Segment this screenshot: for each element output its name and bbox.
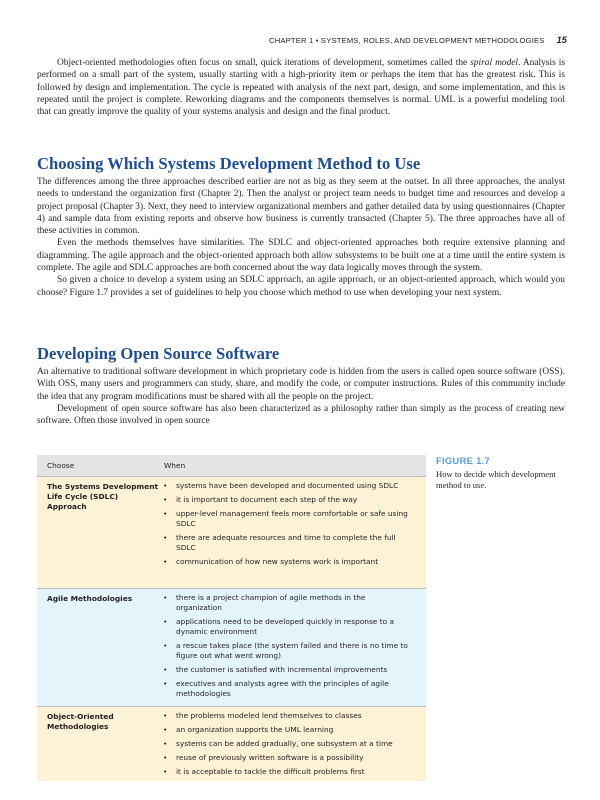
criteria-text: the problems modeled lend themselves to classes bbox=[176, 711, 362, 720]
section-choosing-body bbox=[37, 176, 565, 299]
criteria-text: upper-level management feels more comfortable or safe using SDLC bbox=[176, 509, 408, 528]
criteria-item bbox=[163, 739, 426, 749]
criteria-item bbox=[163, 481, 426, 491]
criteria-text: systems can be added gradually, one subsystem at a time bbox=[176, 739, 393, 748]
criteria-text: there is a project champion of agile methods in the organization bbox=[176, 593, 366, 612]
criteria-list bbox=[163, 477, 426, 588]
bullet-icon: • bbox=[163, 617, 168, 626]
criteria-text: the customer is satisfied with incremental improvements bbox=[176, 665, 388, 674]
choosing-paragraph-3: So given a choice to develop a system using an SDLC approach, an agile approach, or an object-oriented approach, which would you choose? Figure 1.7 provides a set of guidelines to help you choose which method to use when developing your next system. bbox=[37, 275, 565, 298]
bullet-icon: • bbox=[163, 665, 168, 674]
criteria-text: an organization supports the UML learning bbox=[176, 725, 334, 734]
figure-label: FIGURE 1.7 bbox=[436, 455, 491, 466]
bullet-icon: • bbox=[163, 593, 168, 602]
bullet-icon: • bbox=[163, 557, 168, 566]
criteria-text: a rescue takes place (the system failed and there is no time to figure out what went wrong) bbox=[176, 641, 408, 660]
criteria-item bbox=[163, 753, 426, 763]
criteria-item bbox=[163, 617, 426, 637]
intro-block bbox=[37, 57, 565, 118]
bullet-icon: • bbox=[163, 641, 168, 650]
criteria-text: it is acceptable to tackle the difficult problems first bbox=[176, 767, 365, 776]
table-row bbox=[37, 589, 426, 707]
table-row bbox=[37, 707, 426, 781]
criteria-item bbox=[163, 593, 426, 613]
bullet-icon: • bbox=[163, 725, 168, 734]
section-open-source bbox=[37, 344, 565, 364]
criteria-text: executives and analysts agree with the principles of agile methodologies bbox=[176, 679, 389, 698]
running-head bbox=[27, 35, 567, 45]
figure-caption-block bbox=[436, 455, 581, 491]
bullet-icon: • bbox=[163, 495, 168, 504]
section-choosing bbox=[37, 154, 565, 174]
bullet-icon: • bbox=[163, 767, 168, 776]
bullet-icon: • bbox=[163, 679, 168, 688]
criteria-item bbox=[163, 711, 426, 721]
running-title: CHAPTER 1 • SYSTEMS, ROLES, AND DEVELOPMENT METHODOLOGIES bbox=[269, 36, 545, 45]
criteria-item bbox=[163, 641, 426, 661]
section-open-source-body bbox=[37, 366, 565, 427]
criteria-text: it is important to document each step of the way bbox=[176, 495, 358, 504]
method-name: Agile Methodologies bbox=[47, 594, 133, 603]
criteria-item bbox=[163, 509, 426, 529]
bullet-icon: • bbox=[163, 739, 168, 748]
criteria-text: systems have been developed and documented using SDLC bbox=[176, 481, 399, 490]
criteria-text: reuse of previously written software is a possibility bbox=[176, 753, 364, 762]
method-name: The Systems Development Life Cycle (SDLC) Approach bbox=[47, 482, 159, 511]
choosing-paragraph-1: The differences among the three approaches described earlier are not as big as they seem at the outset. In all three approaches, the analyst needs to understand the organization first (Chapter 2). Then the analyst or project team needs to budget time and resources and develop a project proposal (Chapter 3). Next, they need to interview organizational members and gather detailed data by using questionnaires (Chapter 4) and sample data from existing reports and observe how business is currently transacted (Chapter 5). The three approaches have all of these activities in common. bbox=[37, 177, 565, 237]
table-row bbox=[37, 477, 426, 589]
choosing-paragraph-2: Even the methods themselves have similarities. The SDLC and object-oriented approaches both require extensive planning and diagramming. The agile approach and the object-oriented approach both allow subsystems to be built one at a time until the entire system is complete. The agile and SDLC approaches are both concerned about the way data logically moves through the system. bbox=[37, 238, 565, 274]
intro-term-spiral-model: spiral model bbox=[470, 58, 519, 68]
table-body bbox=[37, 477, 426, 781]
criteria-text: applications need to be developed quickly in response to a dynamic environment bbox=[176, 617, 395, 636]
table-header bbox=[37, 455, 426, 477]
intro-paragraph bbox=[37, 57, 565, 118]
figure-table bbox=[37, 455, 426, 781]
bullet-icon: • bbox=[163, 711, 168, 720]
section-heading-open-source: Developing Open Source Software bbox=[37, 344, 280, 363]
page-number: 15 bbox=[556, 35, 567, 45]
criteria-item bbox=[163, 665, 426, 675]
criteria-item bbox=[163, 725, 426, 735]
figure-caption: How to decide which development method to use. bbox=[436, 469, 556, 490]
column-header-choose: Choose bbox=[47, 461, 75, 470]
column-header-when: When bbox=[164, 461, 186, 470]
criteria-text: communication of how new systems work is important bbox=[176, 557, 379, 566]
criteria-item bbox=[163, 679, 426, 699]
criteria-item bbox=[163, 557, 426, 567]
criteria-item bbox=[163, 495, 426, 505]
bullet-icon: • bbox=[163, 509, 168, 518]
open-source-paragraph-1: An alternative to traditional software development in which proprietary code is hidden from the users is called open source software (OSS). With OSS, many users and programmers can study, share, and modify the code, or computer instructions. Rules of this community include the idea that any program modifications must be shared with all the people on the project. bbox=[37, 367, 565, 402]
intro-text-start: Object-oriented methodologies often focus on small, quick iterations of development, sometimes called the bbox=[57, 58, 471, 68]
section-heading-choosing: Choosing Which Systems Development Method to Use bbox=[37, 154, 421, 173]
open-source-paragraph-2: Development of open source software has also been characterized as a philosophy rather than simply as the process of creating new software. Often those involved in open source bbox=[37, 403, 565, 427]
criteria-text: there are adequate resources and time to complete the full SDLC bbox=[176, 533, 396, 552]
bullet-icon: • bbox=[163, 481, 168, 490]
method-name: Object-Oriented Methodologies bbox=[47, 712, 114, 731]
bullet-icon: • bbox=[163, 533, 168, 542]
criteria-item bbox=[163, 533, 426, 553]
criteria-item bbox=[163, 767, 426, 777]
criteria-list bbox=[163, 707, 426, 781]
bullet-icon: • bbox=[163, 753, 168, 762]
criteria-list bbox=[163, 589, 426, 706]
intro-text-end: . Analysis is performed on a small part of the system, usually starting with a high-priority item or perhaps the item that has the greatest risk. This is followed by design and implementation. The cycle is repeated with analysis of the next part, design, and some implementation, and this is repeated until the project is complete. Reworking diagrams and the components themselves is normal. UML is a powerful modeling tool that can greatly improve the quality of your systems analysis and design and the final product. bbox=[37, 58, 565, 118]
